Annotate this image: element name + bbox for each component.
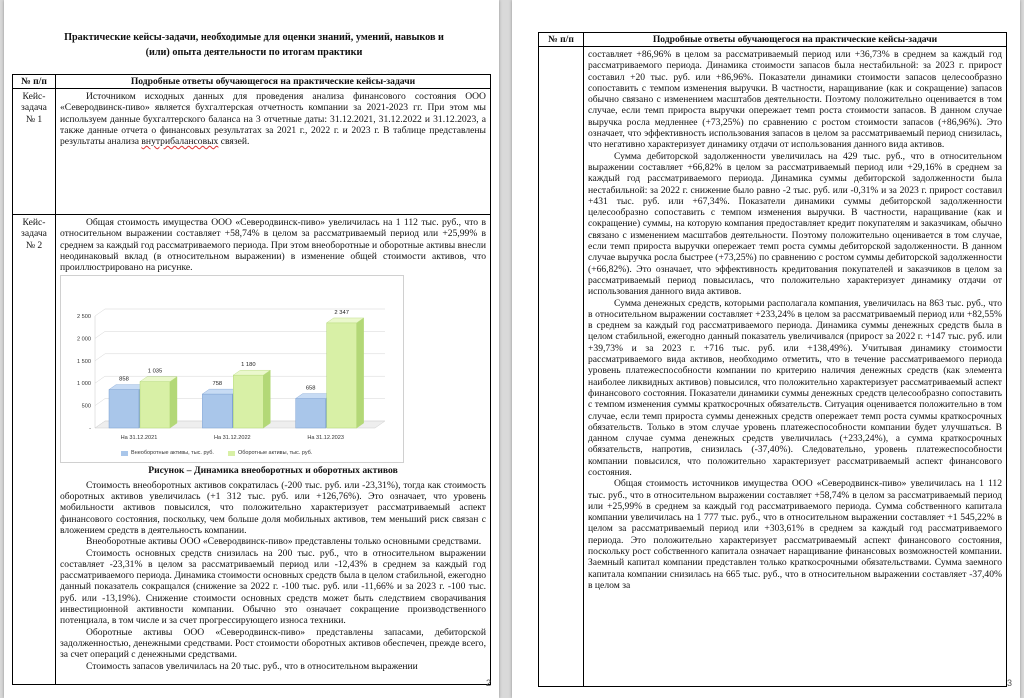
y-tick-label: 2 000 (77, 336, 91, 343)
data-label: 658 (305, 386, 316, 393)
gridline-depth (95, 354, 105, 361)
legend-item-noncurrent: Внеоборотные активы, тыс. руб. (121, 448, 214, 459)
data-label: 2 347 (334, 310, 349, 317)
table-row-case1 (13, 89, 491, 215)
header-num: № п/п (13, 75, 56, 89)
x-tick-label: На 31.12.2022 (213, 435, 251, 442)
y-tick-label: - (89, 426, 91, 433)
chart-legend (121, 448, 312, 459)
legend-swatch-noncurrent (121, 451, 128, 456)
case2-intro: Общая стоимость имущества ООО «Северодвинск-пиво» увеличилась на 1 112 тыс. руб., что в относительном выражении составляет +58,74% в целом за рассматриваемый период или +25,99% в среднем за каждый год рассматриваемого периода. При этом внеоборотные и оборотные активы внесли неодинаковый вклад (в относительном выражении) в изменение общей стоимости активов, что проиллюстрировано на рисунке. (60, 217, 486, 274)
case1-label: Кейс-задача № 1 (13, 89, 56, 215)
data-label: 1 035 (147, 369, 163, 376)
assets-bar-chart (60, 275, 404, 463)
table-row-continuation (539, 47, 1007, 687)
continuation-answer (584, 47, 1007, 687)
cases-table-left (12, 74, 491, 685)
case2-paragraph: Стоимость внеоборотных активов сократилась (-200 тыс. руб. или -23,31%), тогда как стоимость оборотных активов увеличилась (+1 312 тыс. руб. или +126,76%). Это означает, что уровень мобильности активов повысился, что положительно характеризует рассматриваемый аспект финансового состояния, поскольку, чем больше доля мобильных активов, тем меньший риск связан с вложением средств в деятельность компании. (60, 479, 486, 536)
data-label: 858 (119, 377, 129, 384)
page-number: 3 (1006, 678, 1012, 688)
continuation-paragraph: Сумма дебиторской задолженности увеличилась на 429 тыс. руб., что в относительном выражении составляет +66,82% в целом за рассматриваемый период или +29,16% в среднем за каждый год рассматриваемого периода. Динамика суммы дебиторской задолженности была нестабильной: за 2022 г. снижение было равно -2 тыс. руб. или -0,31% и за 2023 г. прирост составил +431 тыс. руб. или +67,34%. Показатели динамики суммы дебиторской задолженности целесообразно сопоставить с темпом изменения выручки. В частности, наращивание (как и сокращение) суммы, на которую компания предоставляет кредит покупателям и заказчикам, обычно связано с изменением масштабов деятельности. Поэтому положительно оценивается в том случае, если темп прироста выручки опережает темп роста суммы дебиторской задолженности. В данном случае выручка росла быстрее (+73,25%) по сравнению с ростом суммы дебиторской задолженности (+66,82%). Это означает, что эффективность кредитования покупателей и заказчиков в целом за рассматриваемый период повысилась, что положительно характеризует динамику отдачи от использования данного вида активов. (588, 150, 1002, 298)
y-tick-label: 2 500 (77, 314, 91, 321)
figure-caption: Рисунок – Динамика внеоборотных и оборотных активов (148, 465, 398, 477)
x-tick-label: На 31.12.2021 (120, 435, 158, 442)
y-tick-label: 1 500 (77, 359, 91, 366)
legend-swatch-current (228, 451, 235, 456)
case2-label: Кейс-задача № 2 (13, 215, 56, 685)
bar (233, 376, 263, 429)
header-answers: Подробные ответы обучающегося на практические кейсы-задачи (584, 33, 1007, 47)
document-page-3 (512, 0, 1020, 698)
bar-side (170, 377, 177, 428)
gridline-depth (95, 399, 105, 406)
bar (109, 390, 139, 428)
case2-paragraph: Оборотные активы ООО «Северодвинск-пиво» представлены запасами, дебиторской задолженностью, денежными средствами. Рост стоимости оборотных активов обеспечен, прежде всего, за счет операций с денежными средствами. (60, 626, 486, 661)
continuation-paragraph: Общая стоимость источников имущества ООО «Северодвинск-пиво» увеличилась на 1 112 тыс. руб., что в относительном выражении составляет +58,74% в целом за рассматриваемый период или +25,99% в среднем за каждый год рассматриваемого периода. Сумма собственного капитала компании увеличилась на 1 777 тыс. руб., что в относительном выражении составляет +1 545,22% в целом за рассматриваемый период или +303,61% в среднем за каждый год рассматриваемого периода. Это положительно характеризует рассматриваемый аспект финансового состояния, поскольку рост собственного капитала означает наращивание финансовых возможностей компании. Заемный капитал компании представлен только краткосрочными обязательствами. Сумма заемного капитала компании снизилась на 665 тыс. руб., что в относительном выражении составляет -37,40% в целом за (588, 478, 1002, 591)
case2-answer (56, 215, 491, 685)
case2-paragraph: Внеоборотные активы ООО «Северодвинск-пиво» представлены только основными средствами. (86, 536, 482, 548)
bar-side (263, 371, 270, 429)
y-tick-label: 500 (81, 404, 91, 411)
legend-item-current: Оборотные активы, тыс. руб. (228, 448, 312, 459)
case2-paragraph: Стоимость запасов увеличилась на 20 тыс. руб., что в относительном выражении (86, 660, 418, 672)
bar (140, 382, 170, 428)
cases-table-right (538, 32, 1007, 687)
data-label: 1 180 (241, 362, 256, 369)
gridline-depth (95, 309, 105, 316)
bar-side (357, 318, 364, 428)
header-answers: Подробные ответы обучающегося на практические кейсы-задачи (56, 75, 491, 89)
y-tick-label: 1 000 (77, 381, 91, 388)
chart-svg (61, 276, 403, 462)
gridline-depth (95, 332, 105, 339)
case2-paragraph: Стоимость основных средств снизилась на 200 тыс. руб., что в относительном выражении составляет -23,31% в целом за рассматриваемый период или -12,43% в среднем за каждый год рассматриваемого периода. Динамика стоимости основных средств была в целом стабильной, ежегодно данный показатель сокращался (снижение за 2022 г. -100 тыс. руб. или -11,66% и за 2023 г. -100 тыс. руб. или -13,19%). Снижение стоимости основных средств может быть следствием сворачивания инвестиционной активности компании. Обычно это означает сокращение производственного потенциала, в том числе и за счет прогрессирующего износа техники. (60, 547, 486, 627)
spellcheck-underlined-word: внутрибалансовых (141, 136, 219, 148)
table-header-row (13, 75, 491, 89)
bar (327, 323, 357, 428)
bar (296, 399, 326, 428)
data-label: 758 (212, 381, 223, 388)
table-row-case2 (13, 215, 491, 685)
num-cell-empty (539, 47, 584, 687)
document-page-2 (4, 0, 499, 698)
continuation-paragraph: Сумма денежных средств, которыми располагала компания, увеличилась на 863 тыс. руб., что в относительном выражении составляет +233,24% в целом за рассматриваемый период или +82,55% в среднем за каждый год рассматриваемого периода. Динамика суммы денежных средств была в целом стабильной, ежегодно данный показатель увеличивался (прирост за 2022 г. +147 тыс. руб. или +39,73% и за 2023 г. +716 тыс. руб. или +138,49%). Учитывая динамику стоимости рассматриваемого вида активов, необходимо отметить, что в течение рассматриваемого периода уровень платежеспособности компании по критерию наличия денежных средств (как элемента наиболее ликвидных активов) повысился, что положительно характеризует рассматриваемый аспект финансового состояния. Показатели динамики суммы денежных средств целесообразно сопоставить с темпом изменения суммы краткосрочных обязательств. Ситуация оценивается положительно в том случае, если темп прироста суммы денежных средств опережает темп роста суммы краткосрочных обязательств. Только в этом случае уровень платежеспособности компании будет улучшаться. В данном случае сумма денежных средств увеличилась (+233,24%), а сумма краткосрочных обязательств, напротив, снизилась (-37,40%). Следовательно, уровень платежеспособности компании повысился, что положительно характеризует рассматриваемый аспект финансового состояния. (588, 297, 1002, 478)
bar (202, 395, 232, 429)
case1-answer: Источником исходных данных для проведения анализа финансового состояния ООО «Северодвинск-пиво» является бухгалтерская отчетность компании за 2021-2023 гг. При этом мы используем данные бухгалтерского баланса на 3 отчетные даты: 31.12.2021, 31.12.2022 и 31.12.2023, а также данные отчета о финансовых результатах за 2021 г., 2022 г. и 2023 г. В таблице представлены результаты анализа внутрибалансовых связей. (56, 89, 491, 215)
header-num: № п/п (539, 33, 584, 47)
x-tick-label: На 31.12.2023 (307, 435, 345, 442)
gridline-depth (95, 377, 105, 384)
page-number: 2 (485, 678, 491, 688)
table-header-row (539, 33, 1007, 47)
document-title: Практические кейсы-задачи, необходимые для оценки знаний, умений, навыков и (или) опыта деятельности по итогам практики (64, 32, 444, 58)
continuation-paragraph: составляет +86,96% в целом за рассматриваемый период или +36,73% в среднем за каждый год рассматриваемого периода. Динамика стоимости запасов была нестабильной: за 2023 г. прирост составил +20 тыс. руб. или +86,96%. Показатели динамики стоимости запасов целесообразно сопоставить с темпом изменения выручки. В частности, наращивание (как и сокращение) запасов обычно связано с изменением масштабов деятельности. Поэтому положительно оценивается в том случае, если темп прироста выручки опережает темп роста стоимости запасов. В данном случае выручка росла медленнее (+73,25%) по сравнению с ростом стоимости запасов (+86,96%). Это означает, что эффективность использования запасов в целом за рассматриваемый период снизилась, что негативно характеризует динамику отдачи от использования данного вида активов. (588, 49, 1002, 151)
